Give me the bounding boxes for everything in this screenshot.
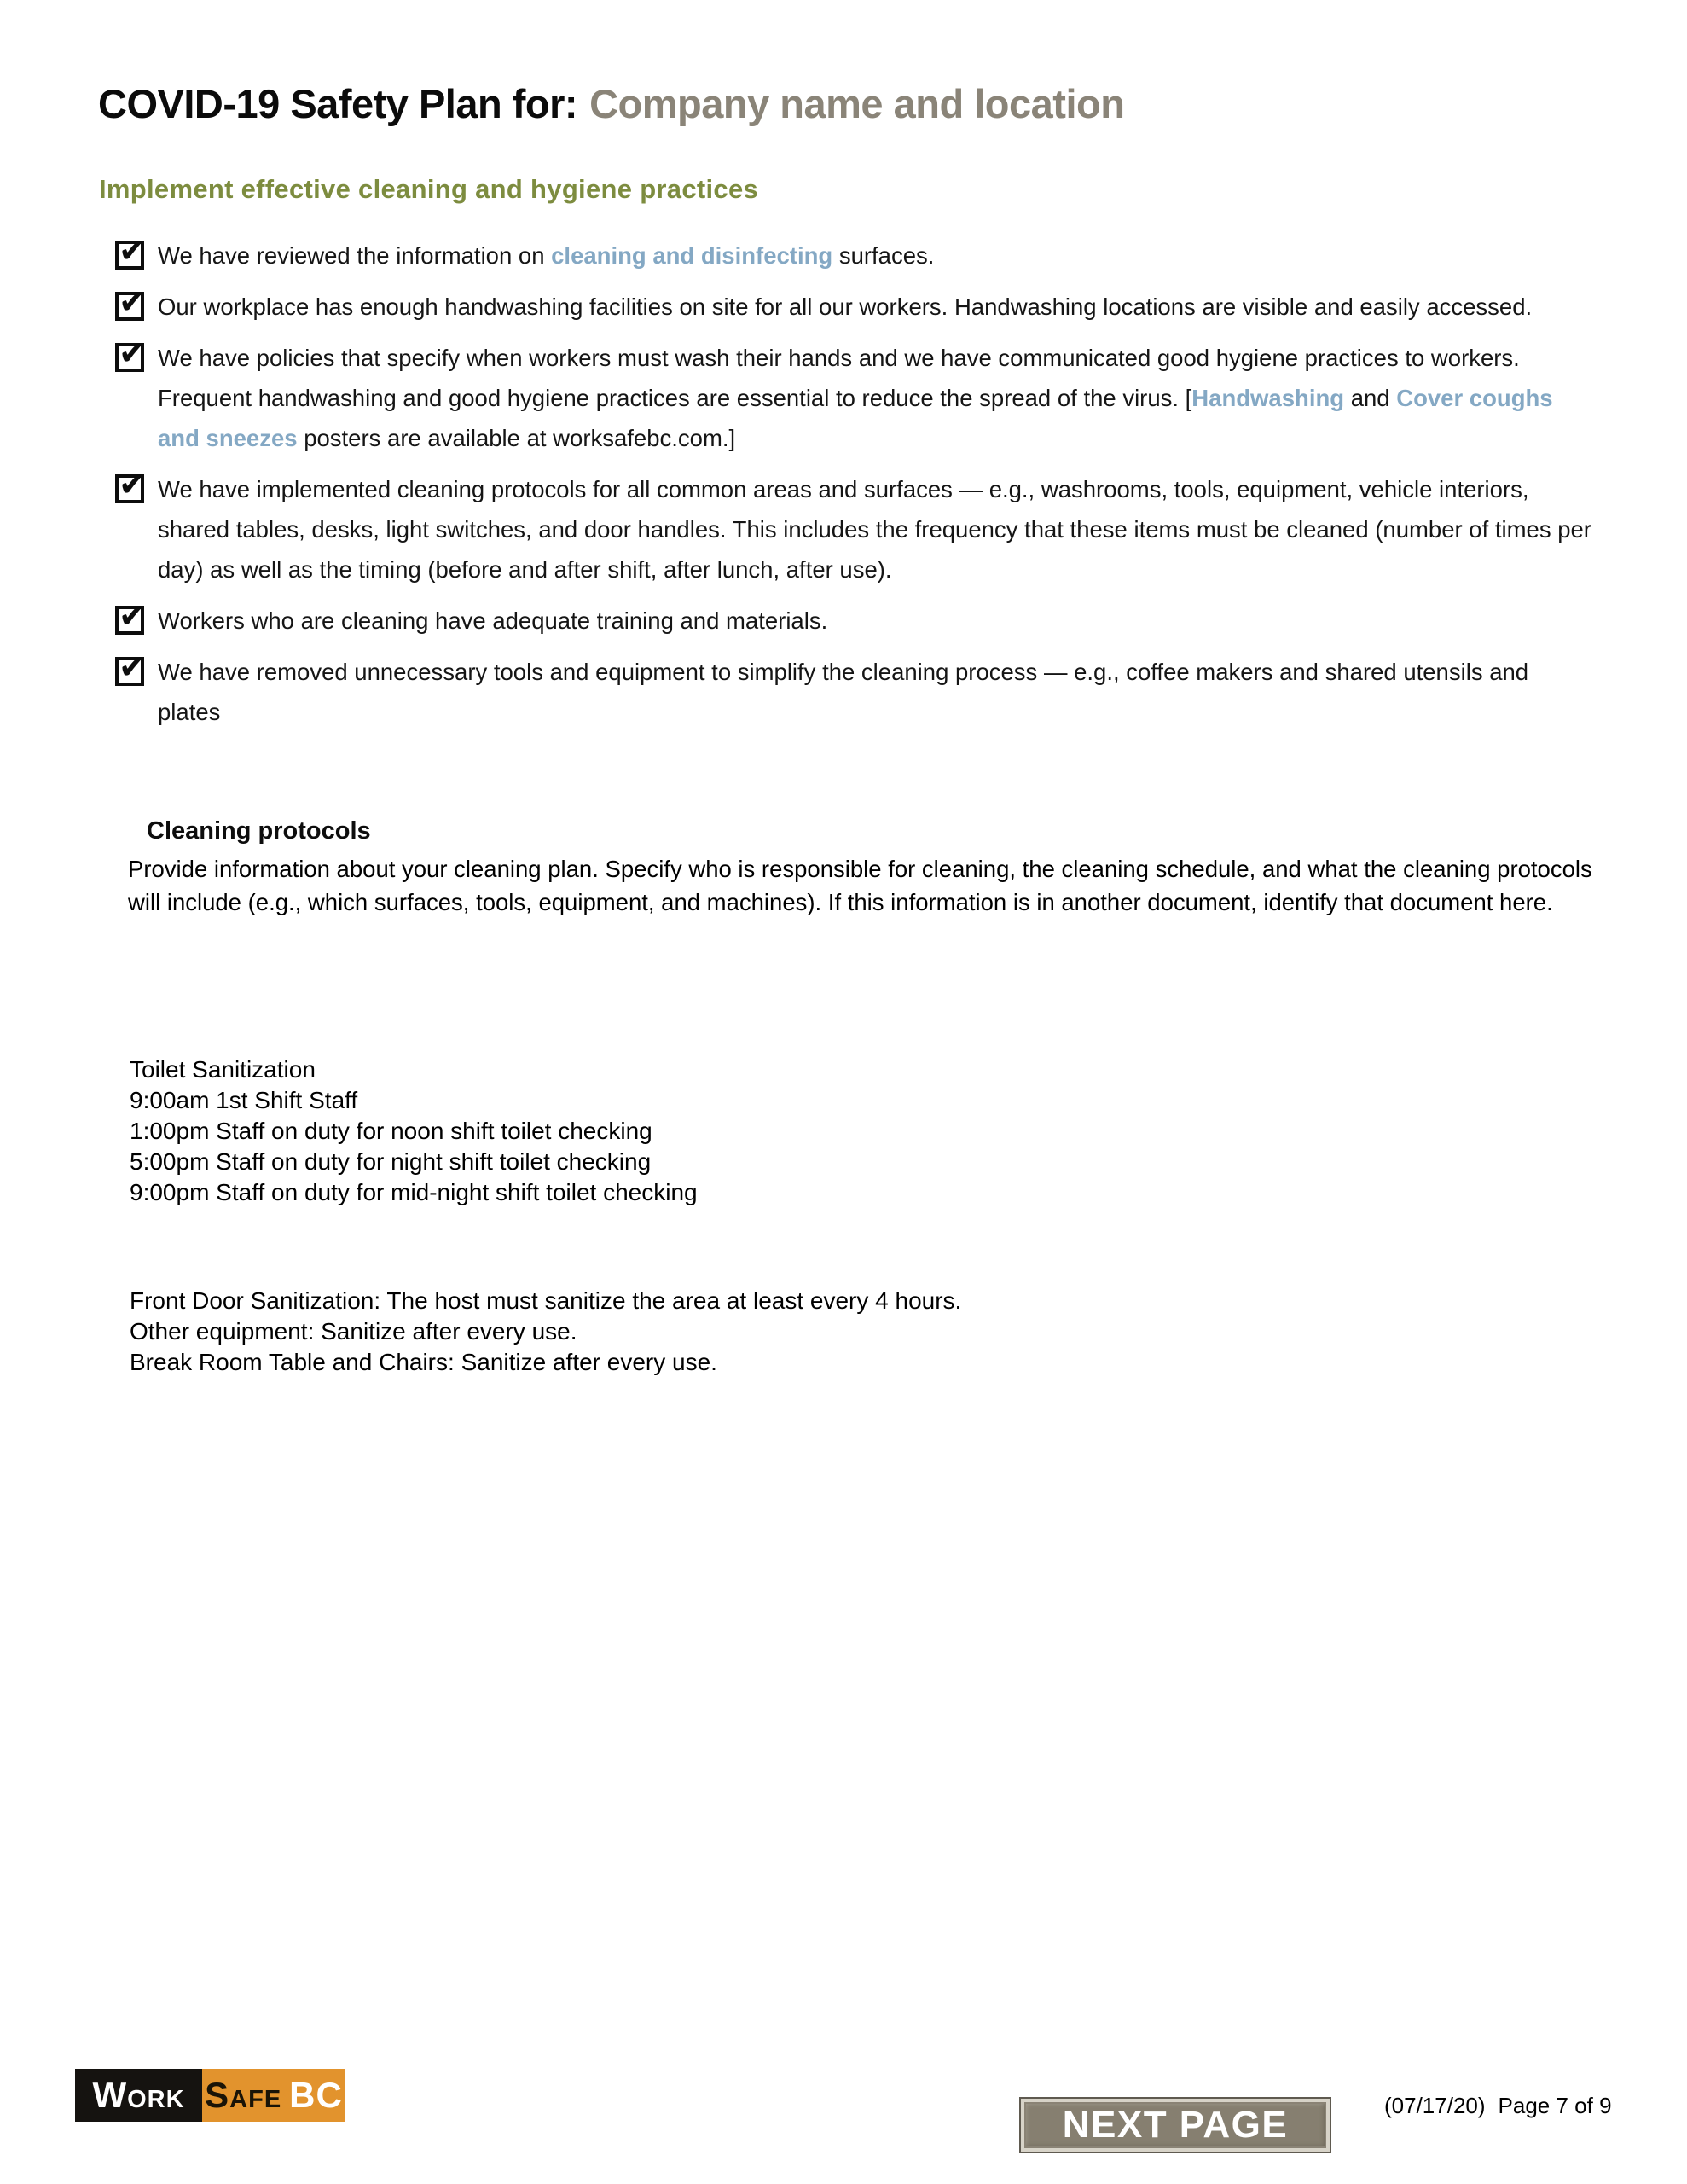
checkmark-icon: ✔ — [119, 466, 146, 503]
response-line: 1:00pm Staff on duty for noon shift toilet checking — [130, 1118, 652, 1144]
checkmark-icon: ✔ — [119, 648, 146, 686]
checklist-item-text — [158, 287, 1592, 327]
front-door-sanitization-entry — [130, 1286, 961, 1378]
response-line: 9:00pm Staff on duty for mid-night shift toilet checking — [130, 1179, 698, 1205]
checklist-item-text — [158, 469, 1592, 590]
page-title — [98, 80, 1124, 127]
checklist-item-2 — [115, 283, 1597, 327]
checkbox-checked[interactable] — [115, 597, 146, 635]
checklist-item-text — [158, 235, 1592, 276]
response-line: 5:00pm Staff on duty for night shift toilet checking — [130, 1148, 652, 1175]
text-segment: We have policies that specify when workers must wash their hands and we have communicated good hygiene practices to workers. Frequent handwashing and good hygiene practices are essential to reduce the spread of the virus. [ — [158, 345, 1520, 411]
text-segment: We have reviewed the information on — [158, 242, 552, 269]
revision-date: (07/17/20) — [1384, 2093, 1486, 2118]
response-line: Front Door Sanitization: The host must sanitize the area at least every 4 hours. — [130, 1287, 962, 1314]
checklist-item-6 — [115, 648, 1597, 732]
checkbox-checked[interactable] — [115, 283, 146, 321]
text-segment: Our workplace has enough handwashing facilities on site for all our workers. Handwashing locations are visible and easily accessed. — [158, 293, 1533, 320]
checkbox-checked[interactable] — [115, 648, 146, 686]
link-cover-coughs-and-sneezes-poster[interactable]: Cover coughs and sneezes — [158, 385, 1553, 451]
checklist-item-5 — [115, 597, 1597, 641]
cleaning-protocols-description: Provide information about your cleaning plan. Specify who is responsible for cleaning, the cleaning schedule, and what the cleaning protocols will include (e.g., which surfaces, tools, equipment, and machines). If this information is in another document, identify that document here. — [128, 856, 1592, 915]
response-line: Break Room Table and Chairs: Sanitize after every use. — [130, 1349, 717, 1375]
worksafebc-logo-bc: BC — [289, 2075, 343, 2115]
checklist-item-text — [158, 652, 1592, 732]
checkmark-icon: ✔ — [119, 232, 146, 270]
checkbox-checked[interactable] — [115, 466, 146, 503]
text-segment: and — [1344, 385, 1397, 411]
cleaning-protocols-textarea[interactable] — [128, 1045, 1598, 1403]
checkmark-icon: ✔ — [119, 597, 146, 635]
text-segment: We have implemented cleaning protocols for all common areas and surfaces — e.g., washrooms, tools, equipment, vehicle interiors, shared tables, desks, light switches, and door handles. This includes the frequency that these items must be cleaned (number of times per day) as well as the timing (before and after shift, after lunch, after use). — [158, 476, 1591, 583]
worksafebc-logo-work: Work — [75, 2069, 202, 2122]
text-segment: Workers who are cleaning have adequate training and materials. — [158, 607, 828, 634]
text-segment: We have removed unnecessary tools and equipment to simplify the cleaning process — e.g., coffee makers and shared utensils and plates — [158, 659, 1529, 725]
worksafebc-logo — [75, 2069, 345, 2122]
checkbox-checked[interactable] — [115, 334, 146, 372]
checkbox-checked[interactable] — [115, 232, 146, 270]
checkmark-icon: ✔ — [119, 334, 146, 372]
checkmark-icon: ✔ — [119, 283, 146, 321]
text-segment: surfaces. — [832, 242, 935, 269]
next-page-button[interactable]: NEXT PAGE — [1019, 2097, 1331, 2153]
checklist-item-text — [158, 601, 1592, 641]
toilet-sanitization-entry — [130, 1054, 698, 1208]
text-segment: posters are available at worksafebc.com.] — [297, 425, 736, 451]
response-line: Toilet Sanitization — [130, 1056, 316, 1083]
worksafebc-logo-safe: Safe — [205, 2075, 282, 2115]
section-heading: Implement effective cleaning and hygiene practices — [99, 174, 759, 204]
page-title-label: COVID-19 Safety Plan for: — [98, 81, 578, 126]
checklist-item-3 — [115, 334, 1597, 458]
link-cleaning-and-disinfecting[interactable]: cleaning and disinfecting — [551, 242, 833, 269]
checklist-item-4 — [115, 466, 1597, 590]
footer-page-info — [1384, 2093, 1612, 2119]
page-indicator: Page 7 of 9 — [1498, 2093, 1612, 2118]
checklist-item-text — [158, 338, 1592, 458]
worksafebc-logo-safebc — [202, 2069, 345, 2122]
link-handwashing-poster[interactable]: Handwashing — [1191, 385, 1345, 411]
page-title-company: Company name and location — [589, 81, 1125, 126]
response-line: Other equipment: Sanitize after every use. — [130, 1318, 577, 1345]
checklist — [115, 232, 1597, 743]
checklist-item-1 — [115, 232, 1597, 276]
cleaning-protocols-heading: Cleaning protocols — [147, 817, 371, 845]
response-line: 9:00am 1st Shift Staff — [130, 1087, 358, 1113]
